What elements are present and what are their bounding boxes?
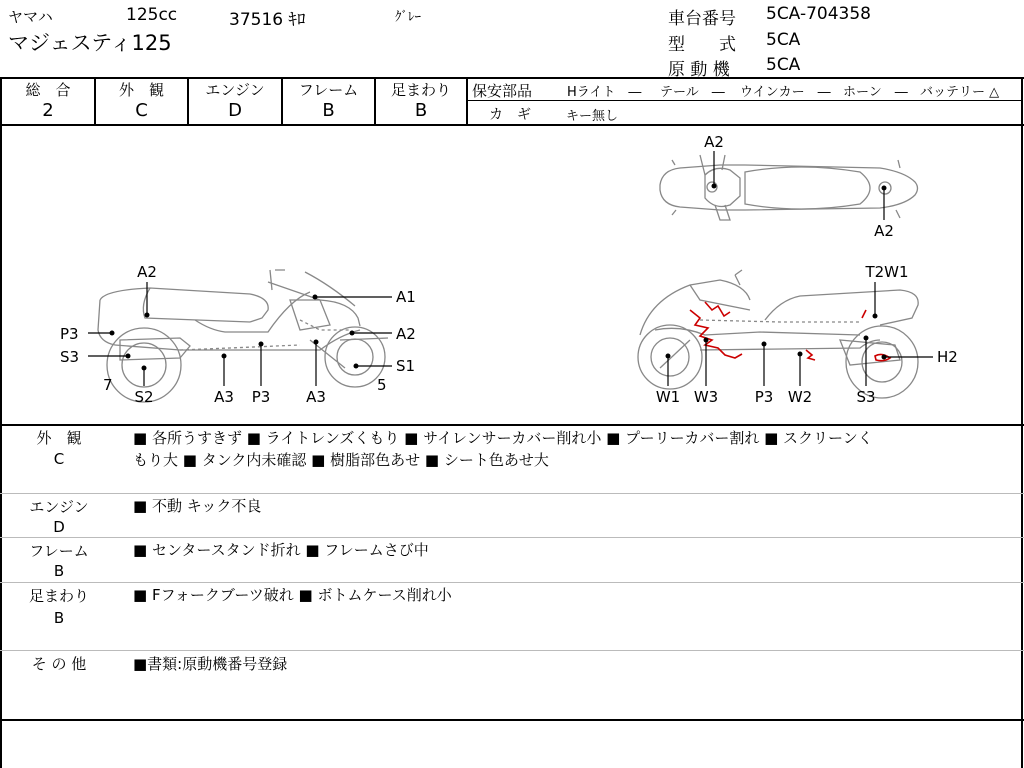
note-category-engine: エンジン — [29, 498, 89, 516]
grade-value-frame: B — [322, 100, 335, 121]
note-line-other: ■書類:原動機番号登録 — [133, 655, 288, 673]
label-left-a2-front: A2 — [396, 325, 416, 343]
label-left-s1: S1 — [396, 357, 416, 375]
note-grade-exterior: C — [53, 450, 65, 468]
safety-winker: ウインカー ― — [740, 85, 831, 100]
label-top-a2-rear: A2 — [874, 222, 894, 240]
label-left-tread-rear: 7 — [103, 376, 113, 394]
type-value: 5CA — [766, 30, 801, 50]
point-dots — [110, 184, 887, 371]
label-left-p3: P3 — [60, 325, 79, 343]
right-scooter-outline — [638, 270, 918, 398]
note-category-suspension: 足まわり — [28, 587, 89, 605]
type-label: 型 式 — [668, 35, 736, 55]
note-category-other: そ の 他 — [31, 655, 87, 673]
label-left-a3-floor: A3 — [214, 388, 234, 406]
note-category-exterior: 外 観 — [36, 429, 82, 447]
note-grade-frame: B — [53, 562, 65, 580]
grade-value-exterior: C — [135, 100, 148, 121]
engine-value: 5CA — [766, 55, 801, 75]
label-right-h2: H2 — [937, 348, 958, 366]
safety-horn: ホーン ― — [843, 85, 908, 100]
grade-value-suspension: B — [414, 100, 428, 121]
left-scooter-outline — [98, 270, 388, 402]
divider — [0, 537, 1024, 538]
label-top-a2-front: A2 — [704, 133, 724, 151]
label-right-p3: P3 — [754, 388, 774, 406]
color: ｸﾞﾚｰ — [395, 10, 421, 25]
engine-label: 原 動 機 — [668, 60, 730, 80]
note-line-engine: ■ 不動 キック不良 — [133, 497, 262, 515]
note-grade-engine: D — [53, 518, 65, 536]
grade-label-exterior: 外 観 — [118, 81, 164, 99]
label-left-p3-body: P3 — [251, 388, 271, 406]
damage-marks — [690, 302, 890, 361]
divider — [0, 650, 1024, 651]
safety-battery: バッテリー △ — [920, 85, 1000, 100]
note-line-exterior-2: もり大 ■ タンク内未確認 ■ 樹脂部色あせ ■ シート色あせ大 — [133, 451, 549, 469]
divider — [0, 493, 1024, 494]
displacement: 125cc — [126, 5, 178, 25]
label-left-a3-front: A3 — [306, 388, 326, 406]
grade-value-overall: 2 — [42, 100, 54, 121]
safety-taillight: テール ― — [660, 85, 725, 100]
maker: ヤマハ — [8, 8, 53, 26]
label-left-tread-front: 5 — [377, 376, 387, 394]
safety-headlight: Hライト ― — [567, 85, 642, 100]
divider — [0, 582, 1024, 583]
mileage: 37516 ｷﾛ — [229, 10, 306, 30]
label-right-w1: W1 — [655, 388, 681, 406]
label-left-a2-seat: A2 — [137, 263, 157, 281]
grade-label-frame: フレーム — [298, 81, 359, 99]
safety-title: 保安部品 — [472, 82, 533, 100]
label-left-s3: S3 — [60, 348, 80, 366]
grade-label-engine: エンジン — [205, 81, 265, 99]
note-grade-suspension: B — [53, 609, 65, 627]
label-right-s3: S3 — [856, 388, 876, 406]
note-category-frame: フレーム — [29, 542, 89, 560]
label-right-w2: W2 — [787, 388, 813, 406]
label-left-a1: A1 — [396, 288, 416, 306]
top-scooter-outline — [660, 155, 918, 220]
frame-no: 5CA-704358 — [766, 4, 871, 24]
label-right-t2w1: T2W1 — [865, 263, 909, 281]
grade-value-engine: D — [228, 100, 242, 121]
grade-label-suspension: 足まわり — [390, 81, 451, 99]
note-line-suspension: ■ Fフォークブーツ破れ ■ ボトムケース削れ小 — [133, 586, 452, 604]
divider — [0, 719, 1024, 721]
label-left-s2: S2 — [134, 388, 154, 406]
frame-no-label: 車台番号 — [668, 9, 736, 29]
note-line-frame: ■ センタースタンド折れ ■ フレームさび中 — [133, 541, 429, 559]
model-name: マジェスティ125 — [8, 31, 172, 55]
note-line-exterior-1: ■ 各所うすきず ■ ライトレンズくもり ■ サイレンサーカバー削れ小 ■ プーリーカバー割れ ■ スクリーンく — [133, 429, 873, 447]
key-value: キー無し — [566, 109, 619, 124]
key-label: カ ギ — [489, 107, 531, 123]
grade-label-overall: 総 合 — [25, 81, 71, 99]
label-right-w3: W3 — [693, 388, 719, 406]
